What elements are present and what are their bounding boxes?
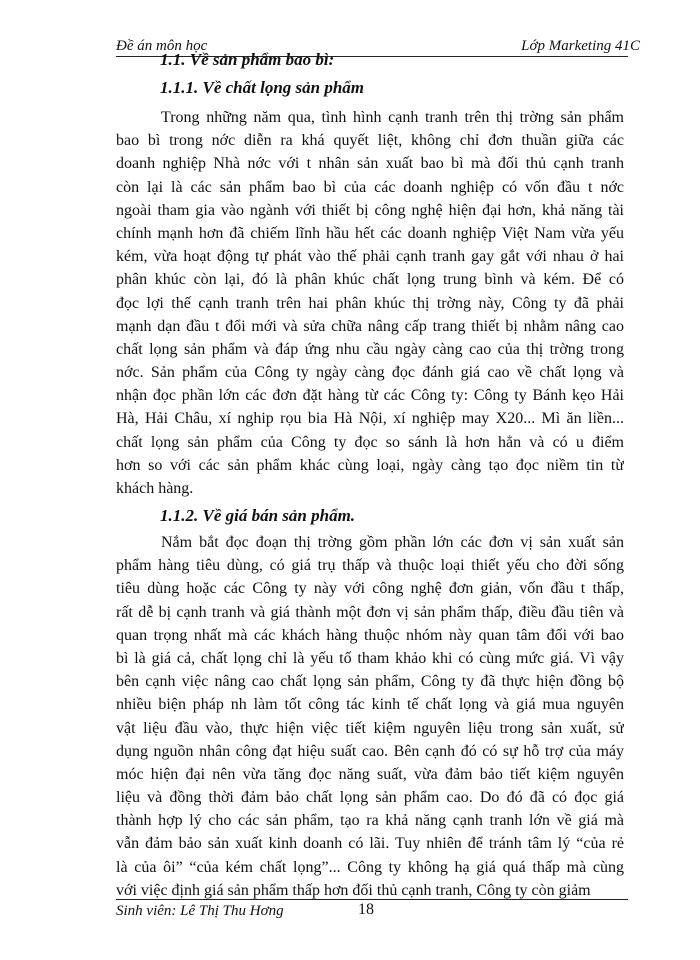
text-line: ngoài tham gia vào ngành với thiết bị công nghệ hiện đại hơn, khả năng tài	[116, 201, 624, 219]
heading-1-1: 1.1. Về sản phẩm bao bì:	[160, 50, 335, 69]
text-line: mạnh dạn đầu t đổi mới và sửa chữa nâng cấp trang thiết bị nhằm nâng cao	[116, 317, 624, 335]
text-line: còn lại là các sản phẩm bao bì của các doanh nghiệp có vốn đầu t nớc	[116, 178, 624, 196]
text-line: chất lọng sản phẩm của Công ty đọc so sánh là hơn hẳn và có u điểm	[116, 433, 624, 451]
paragraph-price	[116, 531, 624, 902]
text-line: móc hiện đại nên vừa tăng đọc năng suất, vừa đảm bảo tiết kiệm nguyên	[116, 765, 624, 783]
text-line: bì là giá cả, chất lọng chỉ là yếu tố tham khảo khi có cùng mức giá. Vì vậy	[116, 649, 624, 667]
text-line: chất lọng sản phẩm và đáp ứng nhu cầu ngày càng cao của thị trờng trong	[116, 340, 624, 358]
text-line: nớc. Sản phẩm của Công ty ngày càng đọc đánh giá cao về chất lọng và	[116, 364, 624, 382]
text-line: khách hàng.	[116, 480, 194, 497]
text-line: bao bì trong nớc diễn ra khá quyết liệt, không chỉ đơn thuần giữa các	[116, 132, 624, 150]
text-line: bên cạnh việc nâng cao chất lọng sản phẩm, Công ty đã thực hiện đồng bộ	[116, 673, 624, 691]
text-line: Nắm bắt đọc đoạn thị trờng gồm phần lớn các đơn vị sản xuất sản	[161, 534, 624, 551]
text-line: vật liệu đầu vào, thực hiện việc tiết kiệm nguyên liệu trong sản xuất, sử	[116, 719, 624, 737]
text-line: nhiều biện pháp nh làm tốt công tác kinh tế chất lọng và giá mua nguyên	[116, 696, 624, 714]
page-footer	[116, 899, 628, 924]
text-line: vẫn đảm bảo sản xuất kinh doanh có lãi. Tuy nhiên để tránh tâm lý “của rẻ	[116, 835, 624, 853]
text-line: rất dễ bị cạnh tranh và giá thành một đơn vị sản phẩm thấp, điều đầu tiên và	[116, 603, 624, 621]
text-line: hơn so với các sản phẩm khác cùng loại, ngày càng tạo đọc niềm tin từ	[116, 456, 624, 474]
paragraph-quality	[116, 106, 624, 500]
footer-student: Sinh viên: Lê Thị Thu Hơng	[116, 903, 284, 919]
text-line: liệu và đồng thời đảm bảo chất lọng sản phẩm cao. Do đó đã có đọc giá	[116, 789, 624, 807]
text-line: là của ôi” “của kém chất lọng”... Công ty không hạ giá quá thấp mà cùng	[116, 858, 624, 876]
text-line: phẩm hàng tiêu dùng, có giá trụ thấp và thuộc loại thiết yếu cho đời sống	[116, 557, 624, 575]
header-class: Lớp Marketing 41C	[521, 38, 640, 54]
page-number: 18	[358, 901, 374, 918]
text-line: tiêu dùng hoặc các Công ty này với công nghệ đơn giản, vốn đầu t thấp,	[116, 580, 624, 598]
text-line: thành hợp lý cho các sản phẩm, tạo ra khả năng cạnh tranh lớn về giá mà	[116, 812, 624, 830]
text-line: kém, vừa hoạt động tự phát vào thế phải cạnh tranh gay gắt với nhau ở hai	[116, 248, 624, 266]
text-line: nhận đọc phần lớn các đơn đặt hàng từ các Công ty: Công ty Bánh kẹo Hải	[116, 387, 624, 405]
text-line: dụng nguồn nhân công đạt hiệu suất cao. Bên cạnh đó có sự hỗ trợ của máy	[116, 742, 624, 760]
text-line: Trong những năm qua, tình hình cạnh tranh trên thị trờng sản phẩm	[161, 109, 624, 126]
heading-1-1-2: 1.1.2. Về giá bán sản phẩm.	[160, 506, 356, 525]
header-course: Đề án môn học	[116, 38, 208, 54]
heading-1-1-1: 1.1.1. Về chất lọng sản phẩm	[160, 78, 365, 97]
text-line: Hà, Hải Châu, xí nghip rọu bia Hà Nội, xí nghiệp may X20... Mì ăn liền...	[116, 410, 624, 428]
text-line: đọc lợi thế cạnh tranh trên hai phân khúc thị trờng này, Công ty đã phải	[116, 294, 624, 312]
text-line: phân khúc còn lại, đó là phân khúc chất lọng trung bình và kém. Để có	[116, 271, 624, 289]
text-line: doanh nghiệp Nhà nớc với t nhân sản xuất bao bì mà đối thủ cạnh tranh	[116, 155, 624, 173]
text-line: chính mạnh hơn đã chiếm lĩnh hầu hết các doanh nghiệp Việt Nam vừa yếu	[116, 224, 624, 242]
text-line: với việc định giá sản phẩm thấp hơn đối thủ cạnh tranh, Công ty còn giảm	[116, 881, 591, 899]
text-line: quan trọng nhất mà các khách hàng thuộc nhóm này quan tâm đối với bao	[116, 626, 624, 644]
